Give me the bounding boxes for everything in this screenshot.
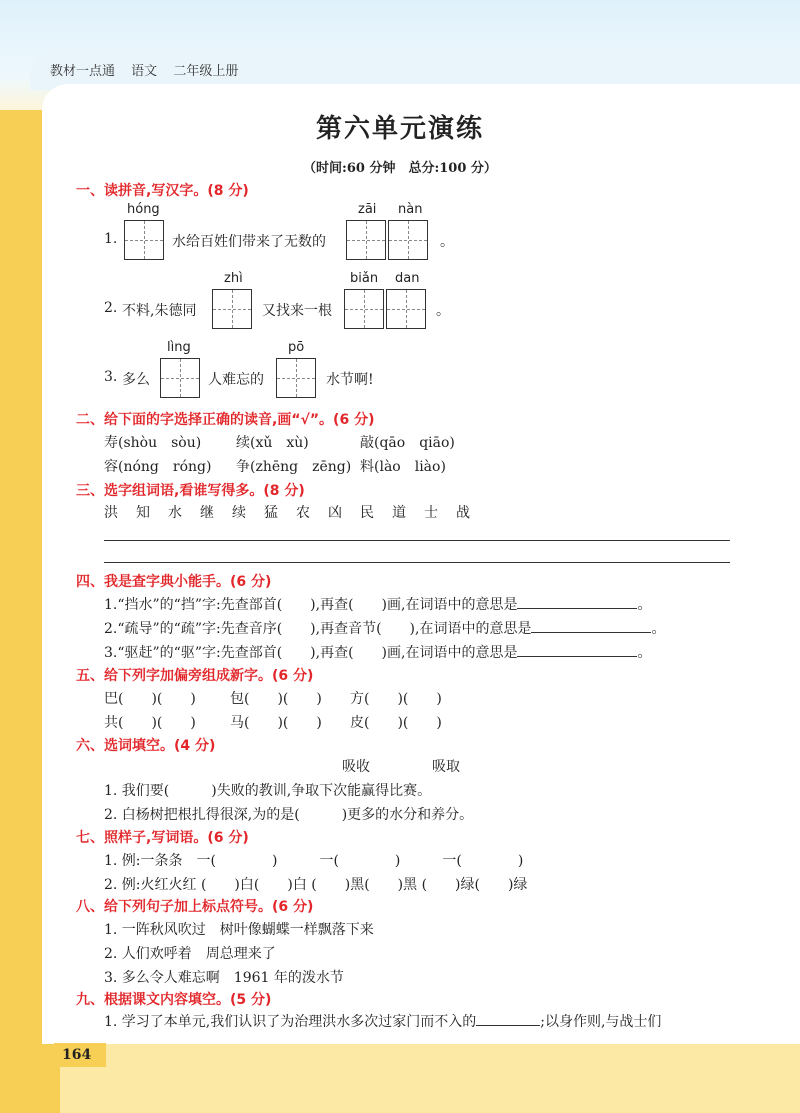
page-subtitle: （时间:60 分钟 总分:100 分） xyxy=(303,161,497,176)
section-9-heading: 九、根据课文内容填空。(5 分) xyxy=(76,992,272,1008)
tian-grid-box[interactable] xyxy=(212,289,252,329)
tian-grid-box[interactable] xyxy=(124,220,164,260)
radical-item[interactable]: 方( )( ) xyxy=(350,691,442,707)
reading-fill xyxy=(104,1011,661,1031)
question-number: 3. xyxy=(104,369,118,385)
tian-grid-box[interactable] xyxy=(344,289,384,329)
reading-choice[interactable]: 容(nóng róng) xyxy=(104,459,212,475)
section-8-heading: 八、给下列句子加上标点符号。(6 分) xyxy=(76,899,314,915)
sentence-end: 水节啊! xyxy=(326,372,374,388)
radical-item[interactable]: 马( )( ) xyxy=(230,715,322,731)
reading-choice[interactable]: 争(zhēng zēng) xyxy=(236,459,352,475)
answer-line[interactable] xyxy=(104,540,730,541)
section-7-heading: 七、照样子,写词语。(6 分) xyxy=(76,830,249,846)
question-text: ;以身作则,与战士们 xyxy=(540,1014,662,1030)
sentence-text: 人难忘的 xyxy=(208,372,264,388)
answer-blank[interactable] xyxy=(517,594,637,609)
sentence-end: 。 xyxy=(637,645,652,661)
dictionary-question-3 xyxy=(104,642,651,662)
book-meta xyxy=(50,60,250,79)
char: 水 xyxy=(168,505,182,521)
dictionary-question-1 xyxy=(104,594,651,614)
grade: 二年级上册 xyxy=(173,64,239,79)
fill-sentence[interactable]: 1. 我们要( )失败的教训,争取下次能赢得比赛。 xyxy=(104,783,432,799)
sentence-text: 水给百姓们带来了无数的 xyxy=(172,234,326,250)
pinyin: nàn xyxy=(398,202,423,217)
sentence-text: 不料,朱德同 xyxy=(122,303,197,319)
page-number: 164 xyxy=(54,1043,106,1067)
sentence-end: 。 xyxy=(651,621,666,637)
pattern-words[interactable]: 1. 例:一条条 一( ) 一( ) 一( ) xyxy=(104,853,524,869)
char: 农 xyxy=(296,505,310,521)
pinyin: biǎn xyxy=(350,271,379,286)
punctuation-sentence[interactable]: 3. 多么令人难忘啊 1961 年的泼水节 xyxy=(104,970,344,986)
question-number: 1. xyxy=(104,231,118,247)
radical-item[interactable]: 巴( )( ) xyxy=(104,691,196,707)
section-2-heading: 二、给下面的字选择正确的读音,画“√”。(6 分) xyxy=(76,412,375,428)
reading-choice[interactable]: 敲(qāo qiāo) xyxy=(360,435,455,451)
question-text: 1.“挡水”的“挡”字:先查部首( ),再查( )画,在词语中的意思是 xyxy=(104,597,518,613)
char: 续 xyxy=(232,505,246,521)
reading-choice[interactable]: 料(lào liào) xyxy=(360,459,446,475)
question-number: 2. xyxy=(104,300,118,316)
section-6-heading: 六、选词填空。(4 分) xyxy=(76,738,216,754)
answer-blank[interactable] xyxy=(476,1011,540,1026)
sentence-text: 多么 xyxy=(122,372,150,388)
pattern-words[interactable]: 2. 例:火红火红 ( )白( )白 ( )黑( )黑 ( )绿( )绿 xyxy=(104,877,528,893)
question-text: 2.“疏导”的“疏”字:先查音序( ),再查音节( ),在词语中的意思是 xyxy=(104,621,532,637)
punctuation-sentence[interactable]: 2. 人们欢呼着 周总理来了 xyxy=(104,946,276,962)
section-3-heading: 三、选字组词语,看谁写得多。(8 分) xyxy=(76,483,305,499)
char: 战 xyxy=(456,505,470,521)
sentence-end: 。 xyxy=(440,234,454,250)
fill-sentence[interactable]: 2. 白杨树把根扎得很深,为的是( )更多的水分和养分。 xyxy=(104,807,474,823)
question-text: 1. 学习了本单元,我们认识了为治理洪水多次过家门而不入的 xyxy=(104,1014,477,1030)
pinyin: hóng xyxy=(127,202,160,217)
char: 士 xyxy=(424,505,438,521)
char: 道 xyxy=(392,505,406,521)
char: 继 xyxy=(200,505,214,521)
pinyin: zhì xyxy=(224,271,243,286)
tian-grid-box[interactable] xyxy=(276,358,316,398)
tian-grid-box[interactable] xyxy=(346,220,386,260)
char: 洪 xyxy=(104,505,118,521)
question-text: 3.“驱赶”的“驱”字:先查部首( ),再查( )画,在词语中的意思是 xyxy=(104,645,518,661)
word-option: 吸取 xyxy=(432,759,460,775)
tian-grid-box[interactable] xyxy=(388,220,428,260)
sentence-end: 。 xyxy=(637,597,652,613)
answer-line[interactable] xyxy=(104,562,730,563)
book-name: 教材一点通 xyxy=(50,64,116,79)
reading-choice[interactable]: 寿(shòu sòu) xyxy=(104,435,202,451)
answer-blank[interactable] xyxy=(531,618,651,633)
char: 知 xyxy=(136,505,150,521)
sentence-text: 又找来一根 xyxy=(262,303,332,319)
tian-grid-box[interactable] xyxy=(160,358,200,398)
tian-grid-box[interactable] xyxy=(386,289,426,329)
punctuation-sentence[interactable]: 1. 一阵秋风吹过 树叶像蝴蝶一样飘落下来 xyxy=(104,922,374,938)
section-5-heading: 五、给下列字加偏旁组成新字。(6 分) xyxy=(76,668,314,684)
reading-choice[interactable]: 续(xǔ xù) xyxy=(236,435,309,451)
radical-item[interactable]: 共( )( ) xyxy=(104,715,196,731)
char: 猛 xyxy=(264,505,278,521)
word-option: 吸收 xyxy=(342,759,370,775)
page-title: 第六单元演练 xyxy=(315,114,484,144)
sentence-end: 。 xyxy=(436,303,450,319)
pinyin: pō xyxy=(288,340,305,355)
char: 凶 xyxy=(328,505,342,521)
section-4-heading: 四、我是查字典小能手。(6 分) xyxy=(76,574,272,590)
dictionary-question-2 xyxy=(104,618,665,638)
character-list xyxy=(104,502,488,522)
pinyin: dan xyxy=(395,271,420,286)
radical-item[interactable]: 皮( )( ) xyxy=(350,715,442,731)
pinyin: zāi xyxy=(358,202,377,217)
answer-blank[interactable] xyxy=(517,642,637,657)
subject: 语文 xyxy=(131,64,158,79)
char: 民 xyxy=(360,505,374,521)
section-1-heading: 一、读拼音,写汉字。(8 分) xyxy=(76,183,249,199)
pinyin: lìng xyxy=(167,340,191,355)
radical-item[interactable]: 包( )( ) xyxy=(230,691,322,707)
